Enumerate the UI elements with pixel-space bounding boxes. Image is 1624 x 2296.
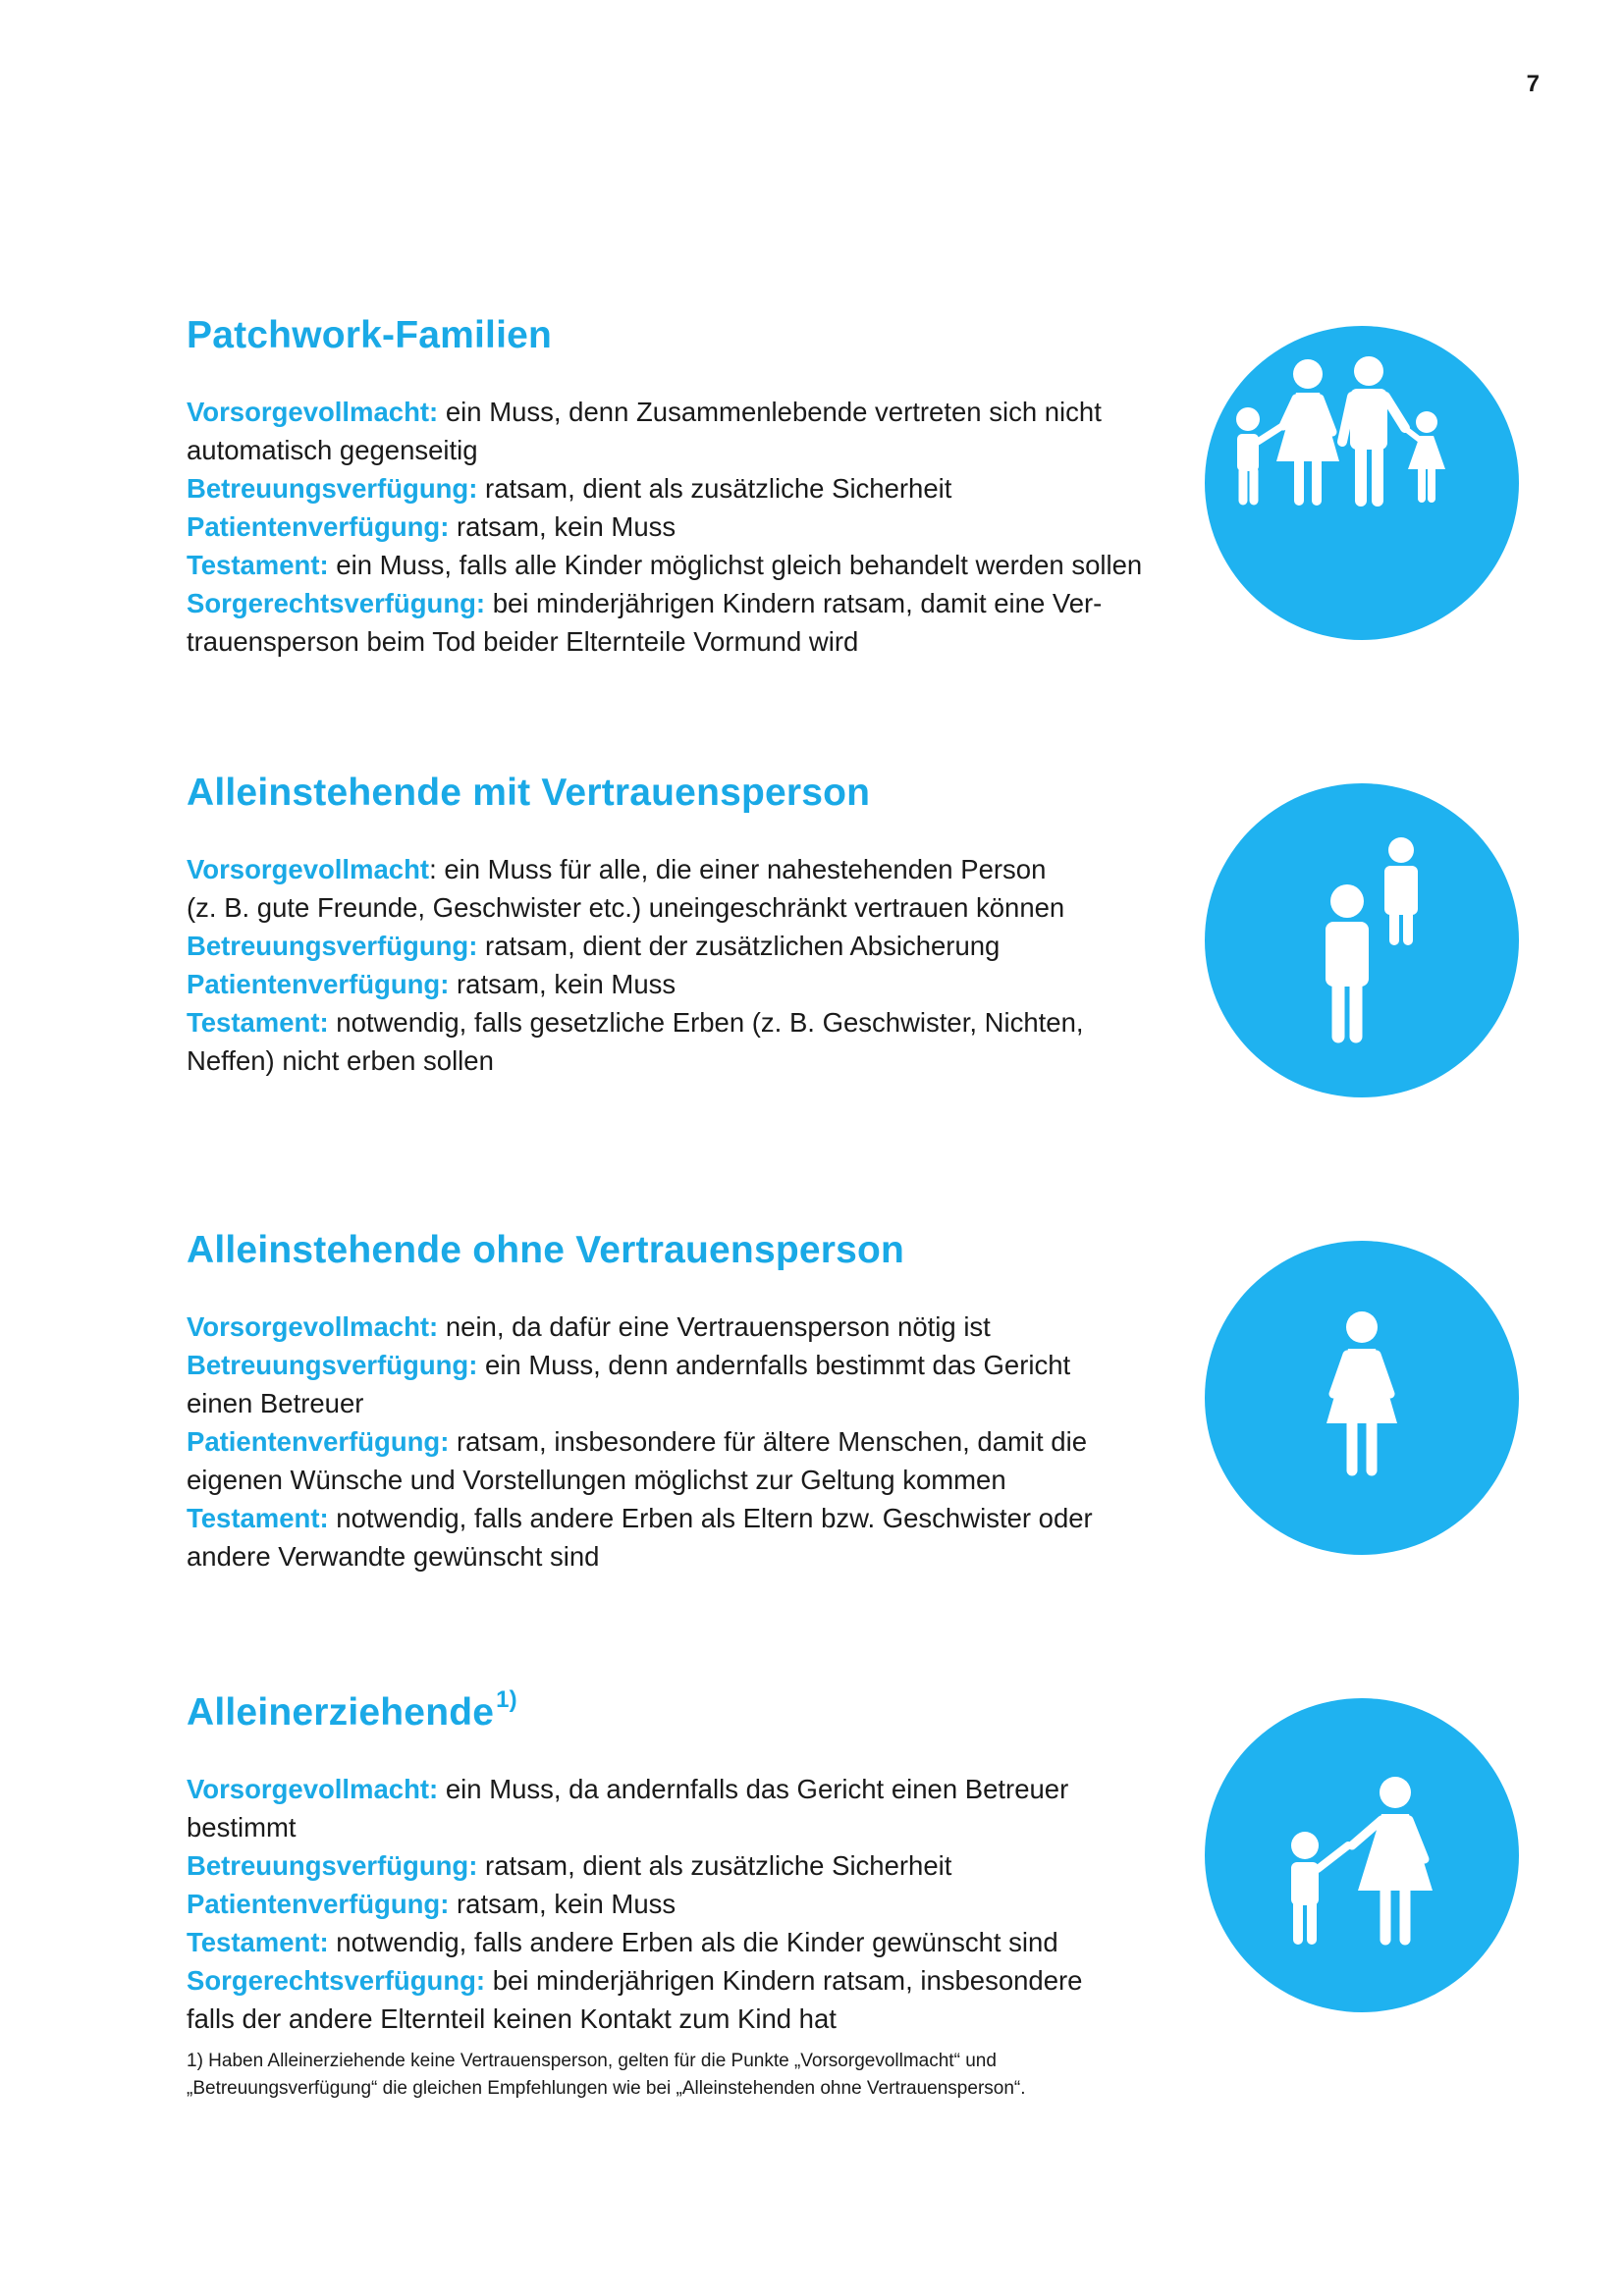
recommendation-line: Betreuungsverfügung: ratsam, dient als zusätzliche Sicherheit	[187, 473, 952, 504]
page-number: 7	[1526, 71, 1540, 97]
recommendation-list	[187, 850, 1227, 1080]
recommendation-list	[187, 1308, 1227, 1575]
two-men-icon	[1205, 783, 1519, 1097]
recommendation-line: Vorsorgevollmacht: ein Muss, denn Zusammenlebende vertreten sich nicht	[187, 397, 1102, 427]
recommendation-line: Patientenverfügung: ratsam, kein Muss	[187, 969, 677, 999]
patchwork-family-icon	[1205, 326, 1519, 640]
recommendation-line: Patientenverfügung: ratsam, kein Muss	[187, 511, 677, 542]
recommendation-line: Betreuungsverfügung: ratsam, dient der zusätzlichen Absicherung	[187, 931, 1001, 961]
recommendation-line: Vorsorgevollmacht: ein Muss, da andernfalls das Gericht einen Betreuer	[187, 1774, 1069, 1804]
recommendation-line: falls der andere Elternteil keinen Kontakt zum Kind hat	[187, 2003, 837, 2034]
section-title: Patchwork-Familien	[187, 314, 553, 356]
recommendation-line: Sorgerechtsverfügung: bei minderjährigen Kindern ratsam, insbesondere	[187, 1965, 1083, 1996]
section-patchwork-families	[187, 314, 1227, 661]
recommendation-line: eigenen Wünsche und Vorstellungen möglichst zur Geltung kommen	[187, 1465, 1006, 1495]
mother-child-icon	[1205, 1698, 1519, 2012]
recommendation-line: Sorgerechtsverfügung: bei minderjährigen Kindern ratsam, damit eine Ver-	[187, 588, 1103, 618]
recommendation-line: Vorsorgevollmacht: nein, da dafür eine Vertrauensperson nötig ist	[187, 1311, 991, 1342]
footnote-marker: 1)	[496, 1686, 517, 1713]
footnote-line: „Betreuungsverfügung“ die gleichen Empfehlungen wie bei „Alleinstehenden ohne Vertrauensperson“.	[187, 2078, 1026, 2099]
recommendation-list	[187, 1770, 1227, 2038]
recommendation-line: Vorsorgevollmacht: ein Muss für alle, die einer nahestehenden Person	[187, 854, 1047, 884]
section-single-parents	[187, 1686, 1227, 2103]
recommendation-line: (z. B. gute Freunde, Geschwister etc.) uneingeschränkt vertrauen können	[187, 892, 1065, 923]
footnote	[187, 2048, 1227, 2103]
section-title: Alleinstehende ohne Vertrauensperson	[187, 1229, 905, 1271]
recommendation-line: Betreuungsverfügung: ratsam, dient als zusätzliche Sicherheit	[187, 1850, 952, 1881]
section-single-with-trustee	[187, 772, 1227, 1080]
recommendation-line: andere Verwandte gewünscht sind	[187, 1541, 600, 1572]
recommendation-line: Testament: notwendig, falls gesetzliche Erben (z. B. Geschwister, Nichten,	[187, 1007, 1084, 1038]
footnote-line: 1) Haben Alleinerziehende keine Vertrauensperson, gelten für die Punkte „Vorsorgevollmacht“ und	[187, 2051, 997, 2071]
recommendation-line: Testament: ein Muss, falls alle Kinder möglichst gleich behandelt werden sollen	[187, 550, 1143, 580]
recommendation-line: automatisch gegenseitig	[187, 435, 478, 465]
recommendation-line: Patientenverfügung: ratsam, insbesondere für ältere Menschen, damit die	[187, 1426, 1088, 1457]
section-title: Alleinstehende mit Vertrauensperson	[187, 772, 871, 814]
recommendation-line: Betreuungsverfügung: ein Muss, denn andernfalls bestimmt das Gericht	[187, 1350, 1071, 1380]
section-single-without-trustee	[187, 1229, 1227, 1575]
section-title: Alleinerziehende$^{1)}$	[187, 1686, 517, 1734]
recommendation-line: Testament: notwendig, falls andere Erben als Eltern bzw. Geschwister oder	[187, 1503, 1093, 1533]
recommendation-list	[187, 393, 1227, 661]
recommendation-line: Patientenverfügung: ratsam, kein Muss	[187, 1889, 677, 1919]
recommendation-line: trauensperson beim Tod beider Elternteile Vormund wird	[187, 626, 859, 657]
single-woman-icon	[1205, 1241, 1519, 1555]
recommendation-line: Testament: notwendig, falls andere Erben als die Kinder gewünscht sind	[187, 1927, 1058, 1957]
recommendation-line: Neffen) nicht erben sollen	[187, 1045, 494, 1076]
recommendation-line: bestimmt	[187, 1812, 297, 1842]
recommendation-line: einen Betreuer	[187, 1388, 364, 1418]
